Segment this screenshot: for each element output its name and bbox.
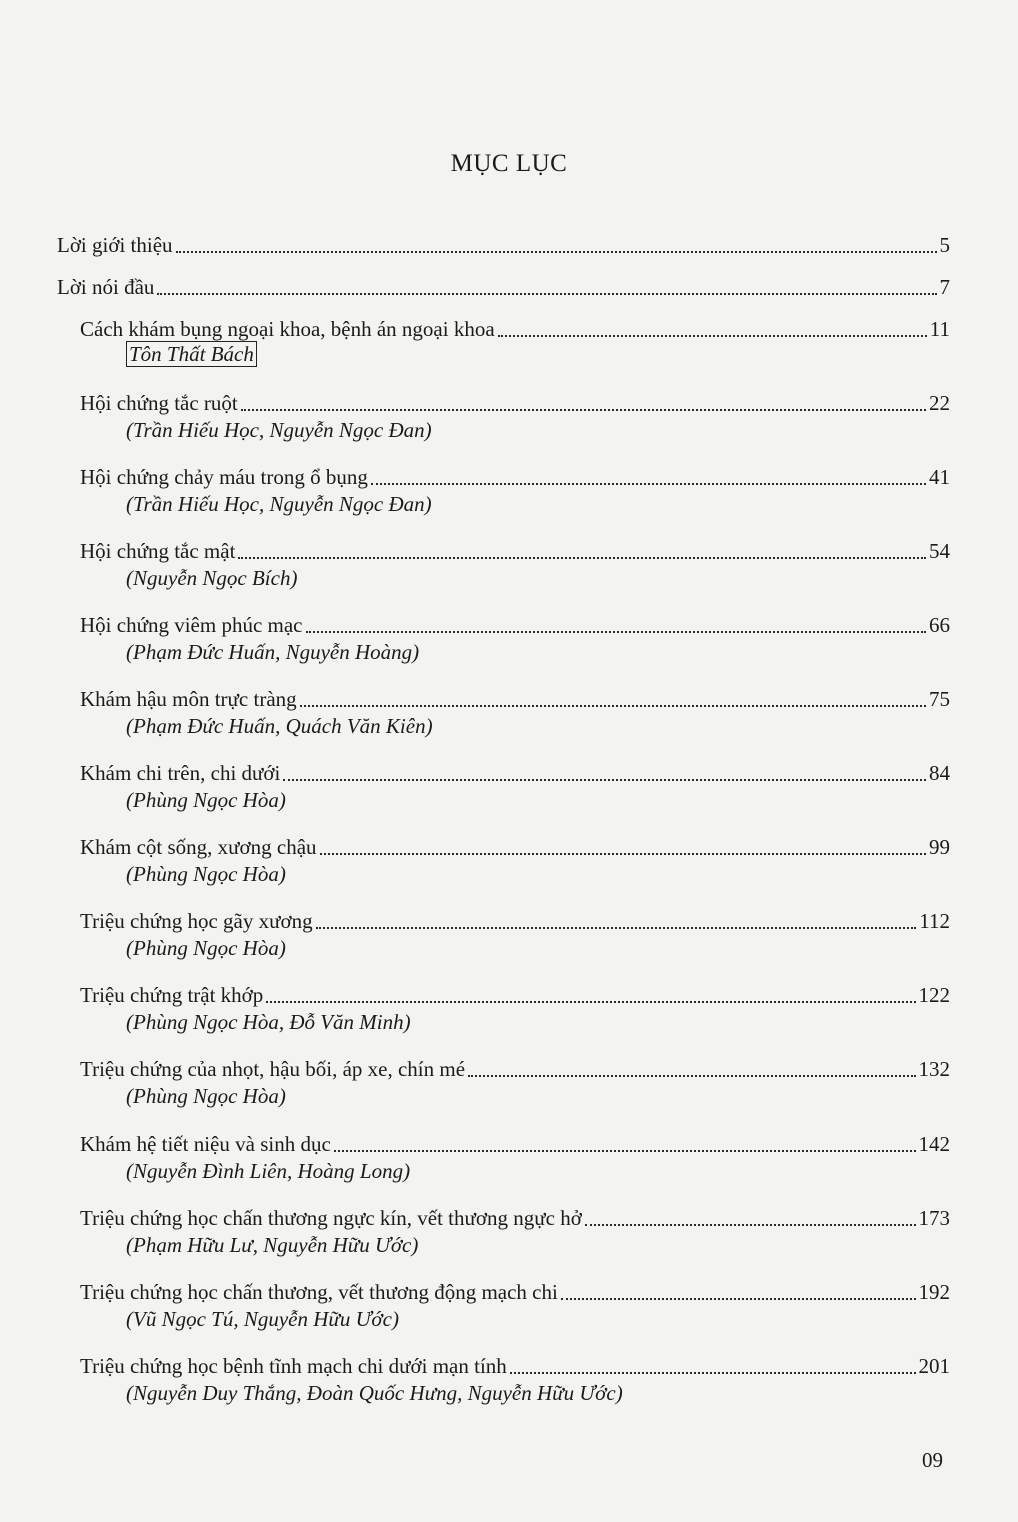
toc-entry-title: Hội chứng tắc ruột [80,391,238,415]
toc-entry-title: Triệu chứng học gãy xương [80,909,313,933]
toc-entry-author: (Trần Hiếu Học, Nguyễn Ngọc Đan) [126,418,432,442]
dot-leader [157,292,936,295]
dot-leader [238,556,926,559]
toc-entry-page: 11 [929,317,950,341]
toc-entry [80,1052,950,1082]
toc-entry-page: 201 [918,1354,950,1378]
toc-entry-author: (Phùng Ngọc Hòa) [126,936,286,960]
toc-entry-author: (Phạm Đức Huấn, Nguyễn Hoàng) [126,640,420,664]
toc-entry-title: Hội chứng viêm phúc mạc [80,613,303,637]
toc-entry-page: 122 [918,983,950,1007]
toc-entry-author: (Phùng Ngọc Hòa) [126,788,286,812]
toc-entry [57,270,950,300]
toc-entry-page: 22 [929,391,950,415]
dot-leader [320,852,926,855]
toc-entry-author: (Phạm Đức Huấn, Quách Văn Kiên) [126,714,433,738]
dot-leader [241,408,926,411]
toc-entry [80,904,950,934]
toc-entry-author: (Trần Hiếu Học, Nguyễn Ngọc Đan) [126,492,432,516]
toc-entry-author: (Phùng Ngọc Hòa) [126,1084,286,1108]
toc-entry-title: Cách khám bụng ngoại khoa, bệnh án ngoại khoa [80,317,495,341]
toc-entry-page: 75 [929,687,950,711]
toc-entry-page: 99 [929,835,950,859]
toc-entry-title: Triệu chứng học chấn thương ngực kín, vết thương ngực hở [80,1206,582,1230]
dot-leader [266,1000,915,1003]
toc-entry-author: (Nguyễn Ngọc Bích) [126,566,298,590]
toc-entry [80,830,950,860]
toc-entry-author: (Nguyễn Đình Liên, Hoàng Long) [126,1159,411,1183]
toc-entry-title: Triệu chứng trật khớp [80,983,264,1007]
toc-entry-page: 54 [929,539,950,563]
dot-leader [316,926,917,929]
toc-entry [80,1349,950,1379]
toc-entry-page: 41 [929,465,950,489]
toc-entry-title: Lời giới thiệu [57,233,173,257]
toc-entry-title: Triệu chứng học bệnh tĩnh mạch chi dưới mạn tính [80,1354,507,1378]
dot-leader [371,482,926,485]
toc-entry-author [126,342,257,367]
toc-entry-title: Khám chi trên, chi dưới [80,761,281,785]
toc-entry [80,1127,950,1157]
toc-entry-author: (Phùng Ngọc Hòa, Đỗ Văn Minh) [126,1010,411,1034]
toc-entry-title: Hội chứng tắc mật [80,539,236,563]
toc-entry [80,978,950,1008]
page-number: 09 [922,1448,943,1472]
toc-entry-author: (Nguyễn Duy Thắng, Đoàn Quốc Hưng, Nguyễn Hữu Ước) [126,1381,623,1405]
dot-leader [510,1371,916,1374]
toc-entry-title: Khám hệ tiết niệu và sinh dục [80,1132,331,1156]
toc-entry-title: Khám cột sống, xương chậu [80,835,317,859]
toc-entry-page: 173 [918,1206,950,1230]
toc-entry [80,386,950,416]
dot-leader [498,334,927,337]
toc-entry-title: Khám hậu môn trực tràng [80,687,297,711]
toc-entry-page: 7 [939,275,950,299]
toc-entry-title: Lời nói đầu [57,275,155,299]
dot-leader [561,1297,916,1300]
toc-entry-author: (Phùng Ngọc Hòa) [126,862,286,886]
toc-entry [80,608,950,638]
toc-entry [80,1201,950,1231]
toc-entry [57,228,950,258]
toc-entry-author: (Phạm Hữu Lư, Nguyễn Hữu Ước) [126,1233,419,1257]
toc-entry-page: 132 [918,1057,950,1081]
dot-leader [306,630,927,633]
toc-entry-page: 66 [929,613,950,637]
dot-leader [300,704,926,707]
dot-leader [283,778,926,781]
dot-leader [334,1149,916,1152]
toc-entry [80,460,950,490]
toc-entry-page: 5 [939,233,950,257]
toc-entry [80,756,950,786]
author-box: Tôn Thất Bách [126,341,257,367]
toc-entry-page: 142 [918,1132,950,1156]
dot-leader [585,1223,916,1226]
toc-entry-page: 84 [929,761,950,785]
toc-entry-title: Hội chứng chảy máu trong ổ bụng [80,465,368,489]
toc-entry [80,1275,950,1305]
dot-leader [176,250,937,253]
toc-entry-title: Triệu chứng học chấn thương, vết thương động mạch chi [80,1280,558,1304]
toc-entry-author: (Vũ Ngọc Tú, Nguyễn Hữu Ước) [126,1307,399,1331]
toc-entry-page: 112 [919,909,950,933]
page-title: MỤC LỤC [450,150,568,177]
toc-entry-title: Triệu chứng của nhọt, hậu bối, áp xe, chín mé [80,1057,466,1081]
toc-entry [80,682,950,712]
toc-entry [80,312,950,342]
toc-entry-page: 192 [918,1280,950,1304]
toc-entry [80,534,950,564]
dot-leader [468,1074,915,1077]
